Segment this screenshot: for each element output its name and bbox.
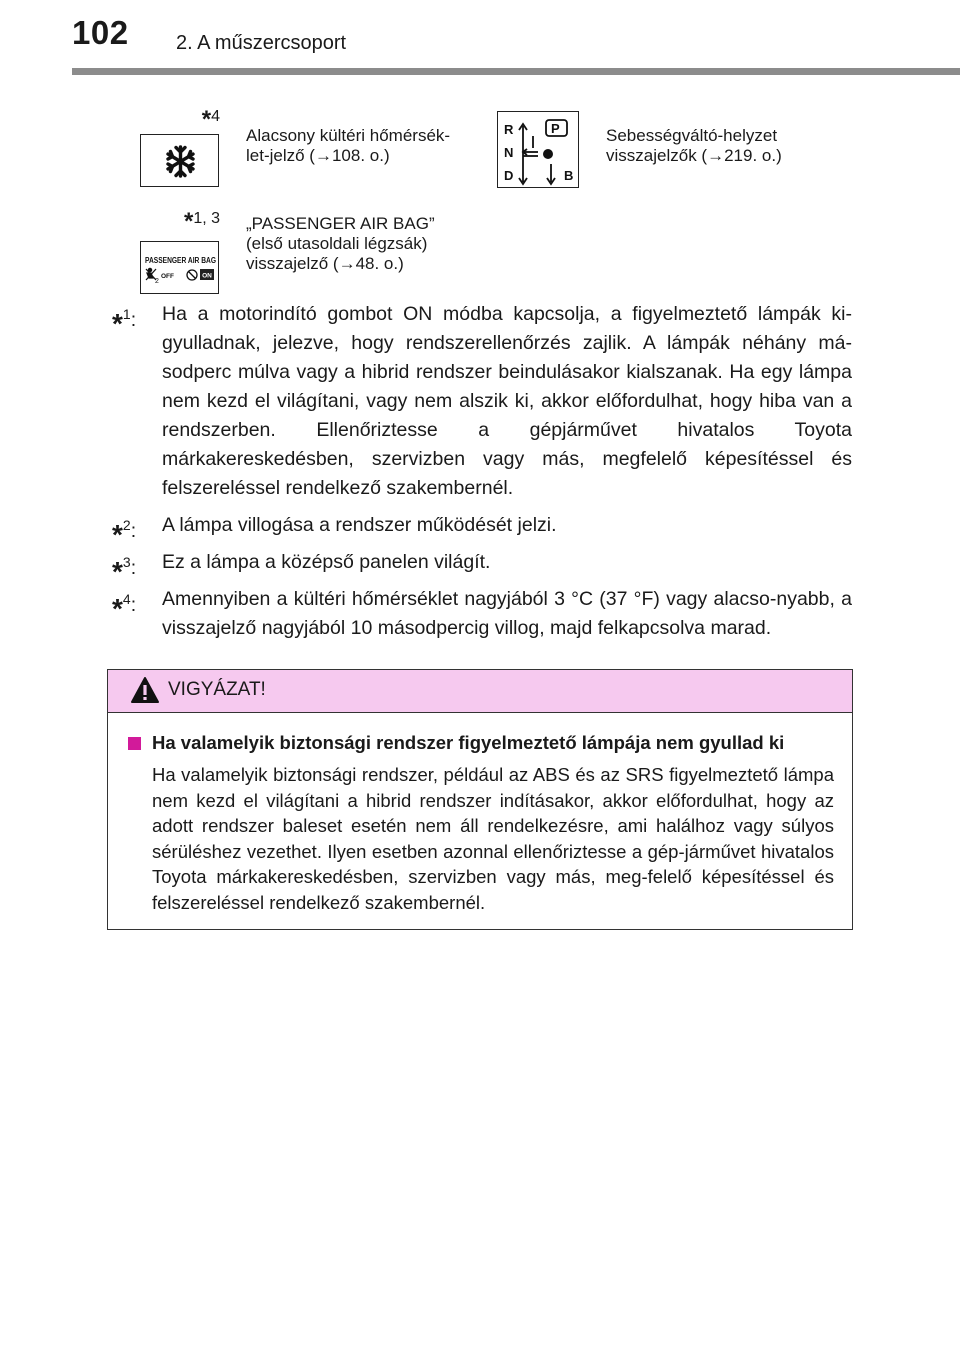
gear-shift-indicator-icon <box>498 112 580 189</box>
footnote: *$^4$: Amennyiben a kültéri hőmérséklet nagyjából 3 °C (37 °F) vagy alacso-nyabb, a visszajelző nagyjából 10 másodpercig villog, majd felkapcsolva marad. <box>112 585 852 643</box>
caution-subheading: Ha valamelyik biztonsági rendszer figyelmeztető lámpája nem gyullad ki <box>128 730 834 756</box>
svg-text:ON: ON <box>202 272 212 280</box>
low-outside-temp-label: Alacsony kültéri hőmérsék- let-jelző (→108. o.) <box>246 126 451 165</box>
low-outside-temp-indicator <box>140 134 219 187</box>
svg-text:N: N <box>504 145 514 160</box>
passenger-airbag-icon <box>141 242 220 295</box>
footnote: *$^2$: A lámpa villogása a rendszer működését jelzi. <box>112 511 852 540</box>
footnote-marker: *$^1$: <box>112 306 137 339</box>
caution-box <box>107 669 853 930</box>
footnote-marker: *$^4$: <box>112 591 137 624</box>
svg-text:R: R <box>504 122 514 137</box>
section-title: 2. A műszercsoport <box>176 32 347 54</box>
snowflake-icon <box>141 135 220 188</box>
page-number: 102 <box>72 14 129 51</box>
passenger-airbag-label: „PASSENGER AIR BAG” (első utasoldali légzsák) visszajelző (→48. o.) <box>246 214 435 273</box>
caution-title: VIGYÁZAT! <box>168 679 266 700</box>
page-header <box>0 0 960 80</box>
bullet-square-icon <box>128 737 141 750</box>
indicator-note-ref: *4 <box>201 106 220 133</box>
gear-shift-indicator <box>497 111 579 188</box>
warning-triangle-icon <box>130 676 160 704</box>
indicator-note-ref: *1, 3 <box>183 208 220 235</box>
svg-text:D: D <box>504 168 514 183</box>
footnote: *$^1$: Ha a motorindító gombot ON módba kapcsolja, a figyelmeztető lámpák ki-gyulladnak, jelezve, hogy rendszerellenőrzés zajlik. A lámpák néhány má-sodperc múlva vagy a hibrid rendszer beindulásakor kialszanak. Ha egy lámpa nem kezd el világítani, vagy nem alszik ki, akkor előfordulhat, hogy hiba van a rendszerben. Ellenőriztesse a gépjárművet hivatalos Toyota márkakereskedésben, szervizben vagy más, megfelelő képesítéssel és felszereléssel rendelkező szakembernél. <box>112 300 852 503</box>
caution-body <box>128 730 834 915</box>
footnote: *$^3$: Ez a lámpa a középső panelen világít. <box>112 548 852 577</box>
svg-text:OFF: OFF <box>161 273 174 280</box>
svg-text:PASSENGER AIR BAG: PASSENGER AIR BAG <box>145 255 217 265</box>
svg-text:P: P <box>551 121 560 136</box>
svg-text:B: B <box>564 168 574 183</box>
caution-header <box>108 670 852 713</box>
passenger-airbag-indicator <box>140 241 219 294</box>
footnotes <box>112 300 852 651</box>
svg-text:2: 2 <box>155 278 159 285</box>
footnote-marker: *$^3$: <box>112 554 137 587</box>
footnote-marker: *$^2$: <box>112 517 137 550</box>
gear-shift-label: Sebességváltó-helyzet visszajelzők (→219. o.) <box>606 126 782 165</box>
caution-paragraph: Ha valamelyik biztonsági rendszer, például az ABS és az SRS figyelmeztető lámpa nem kezd el világítani a hibrid rendszer indításakor, akkor előfordulhat, hogy az adott rendszer baleset esetén nem áll rendelkezésre, ami halálhoz vagy súlyos sérüléshez vezethet. Ilyen esetben azonnal ellenőriztesse a gép-járművet hivatalos Toyota márkakereskedésben, szervizben vagy más, meg-felelő képesítéssel és felszereléssel rendelkező szakembernél. <box>152 764 834 913</box>
header-rule <box>72 68 960 75</box>
